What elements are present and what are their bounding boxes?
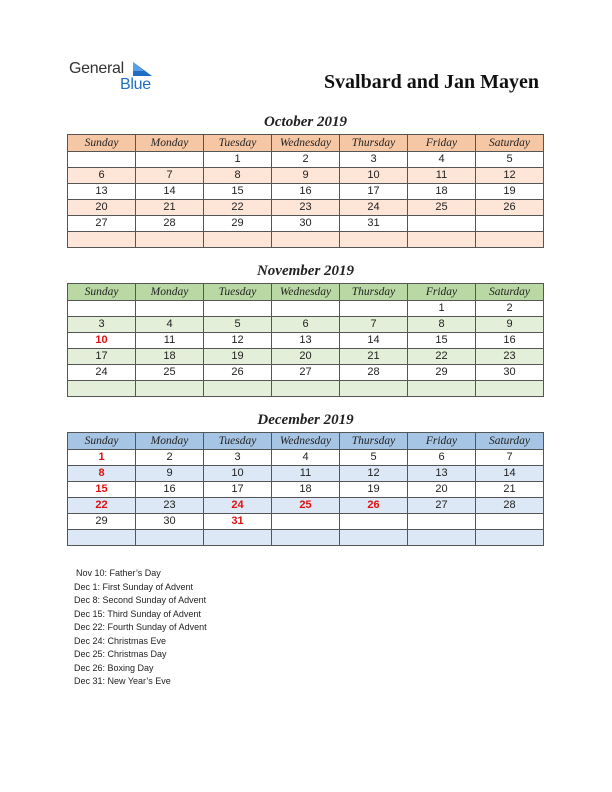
day-cell: 26 — [476, 200, 544, 216]
week-row — [68, 152, 544, 168]
day-cell: 5 — [204, 317, 272, 333]
holiday-note: Dec 1: First Sunday of Advent — [74, 581, 194, 592]
day-cell: 25 — [272, 498, 340, 514]
day-cell: 29 — [68, 514, 136, 530]
day-cell: 2 — [272, 152, 340, 168]
empty-day-cell — [476, 514, 544, 530]
weekday-header: Friday — [408, 135, 476, 152]
month-title: December 2019 — [257, 412, 354, 428]
week-row — [68, 168, 544, 184]
day-cell: 8 — [68, 466, 136, 482]
empty-day-cell — [204, 232, 272, 248]
day-cell: 4 — [272, 450, 340, 466]
day-cell: 24 — [340, 200, 408, 216]
week-row — [68, 200, 544, 216]
empty-day-cell — [68, 381, 136, 397]
weekday-header: Saturday — [476, 135, 544, 152]
day-cell: 27 — [68, 216, 136, 232]
holiday-note: Dec 26: Boxing Day — [74, 662, 154, 673]
day-cell: 19 — [340, 482, 408, 498]
weekday-header: Monday — [136, 284, 204, 301]
day-cell: 1 — [204, 152, 272, 168]
week-row — [68, 530, 544, 546]
empty-day-cell — [272, 530, 340, 546]
empty-day-cell — [272, 301, 340, 317]
day-cell: 28 — [476, 498, 544, 514]
day-cell: 19 — [204, 349, 272, 365]
weekday-header: Thursday — [340, 135, 408, 152]
day-cell: 28 — [136, 216, 204, 232]
empty-day-cell — [340, 530, 408, 546]
empty-day-cell — [340, 381, 408, 397]
day-cell: 13 — [272, 333, 340, 349]
empty-day-cell — [204, 301, 272, 317]
day-cell: 26 — [204, 365, 272, 381]
day-cell: 27 — [272, 365, 340, 381]
week-row — [68, 482, 544, 498]
day-cell: 13 — [68, 184, 136, 200]
empty-day-cell — [476, 216, 544, 232]
day-cell: 11 — [136, 333, 204, 349]
day-cell: 6 — [408, 450, 476, 466]
day-cell: 6 — [272, 317, 340, 333]
day-cell: 10 — [68, 333, 136, 349]
holiday-note: Dec 15: Third Sunday of Advent — [74, 608, 201, 619]
day-cell: 3 — [340, 152, 408, 168]
day-cell: 6 — [68, 168, 136, 184]
day-cell: 14 — [340, 333, 408, 349]
day-cell: 13 — [408, 466, 476, 482]
day-cell: 22 — [68, 498, 136, 514]
day-cell: 15 — [68, 482, 136, 498]
day-cell: 24 — [204, 498, 272, 514]
holiday-note: Dec 8: Second Sunday of Advent — [74, 595, 207, 605]
day-cell: 31 — [204, 514, 272, 530]
day-cell: 21 — [136, 200, 204, 216]
weekday-header: Thursday — [340, 284, 408, 301]
day-cell: 16 — [476, 333, 544, 349]
day-cell: 17 — [340, 184, 408, 200]
empty-day-cell — [136, 530, 204, 546]
weekday-header: Wednesday — [272, 433, 340, 450]
empty-day-cell — [136, 301, 204, 317]
empty-day-cell — [136, 381, 204, 397]
empty-day-cell — [408, 514, 476, 530]
weekday-header: Wednesday — [272, 284, 340, 301]
day-cell: 30 — [476, 365, 544, 381]
day-cell: 2 — [136, 450, 204, 466]
month-december — [67, 410, 544, 546]
day-cell: 30 — [272, 216, 340, 232]
weekday-header-row — [68, 284, 544, 301]
day-cell: 31 — [340, 216, 408, 232]
day-cell: 28 — [340, 365, 408, 381]
day-cell: 25 — [136, 365, 204, 381]
empty-day-cell — [408, 232, 476, 248]
day-cell: 11 — [408, 168, 476, 184]
day-cell: 9 — [272, 168, 340, 184]
weekday-header: Monday — [136, 433, 204, 450]
weekday-header: Sunday — [68, 135, 136, 152]
logo-flag-icon — [133, 62, 153, 76]
empty-day-cell — [476, 232, 544, 248]
day-cell: 14 — [476, 466, 544, 482]
weekday-header: Friday — [408, 433, 476, 450]
day-cell: 25 — [408, 200, 476, 216]
day-cell: 15 — [204, 184, 272, 200]
empty-day-cell — [204, 381, 272, 397]
day-cell: 5 — [340, 450, 408, 466]
day-cell: 20 — [272, 349, 340, 365]
day-cell: 21 — [340, 349, 408, 365]
week-row — [68, 498, 544, 514]
empty-day-cell — [272, 514, 340, 530]
month-november — [67, 261, 544, 397]
week-row — [68, 301, 544, 317]
day-cell: 12 — [476, 168, 544, 184]
day-cell: 8 — [408, 317, 476, 333]
empty-day-cell — [204, 530, 272, 546]
day-cell: 2 — [476, 301, 544, 317]
day-cell: 12 — [340, 466, 408, 482]
month-title: October 2019 — [264, 114, 347, 130]
empty-day-cell — [68, 301, 136, 317]
day-cell: 14 — [136, 184, 204, 200]
calendar-table — [67, 134, 544, 248]
empty-day-cell — [68, 232, 136, 248]
day-cell: 11 — [272, 466, 340, 482]
day-cell: 5 — [476, 152, 544, 168]
week-row — [68, 349, 544, 365]
day-cell: 12 — [204, 333, 272, 349]
day-cell: 4 — [408, 152, 476, 168]
weekday-header: Sunday — [68, 284, 136, 301]
logo — [69, 60, 164, 98]
week-row — [68, 381, 544, 397]
empty-day-cell — [408, 530, 476, 546]
week-row — [68, 514, 544, 530]
month-title: November 2019 — [256, 263, 355, 279]
empty-day-cell — [272, 232, 340, 248]
day-cell: 22 — [204, 200, 272, 216]
week-row — [68, 450, 544, 466]
week-row — [68, 333, 544, 349]
day-cell: 3 — [204, 450, 272, 466]
day-cell: 7 — [340, 317, 408, 333]
empty-day-cell — [68, 152, 136, 168]
weekday-header: Sunday — [68, 433, 136, 450]
day-cell: 18 — [408, 184, 476, 200]
day-cell: 15 — [408, 333, 476, 349]
weekday-header: Friday — [408, 284, 476, 301]
day-cell: 23 — [136, 498, 204, 514]
day-cell: 17 — [204, 482, 272, 498]
day-cell: 23 — [476, 349, 544, 365]
weekday-header-row — [68, 433, 544, 450]
region-title: Svalbard and Jan Mayen — [323, 71, 539, 93]
weekday-header: Wednesday — [272, 135, 340, 152]
weekday-header-row — [68, 135, 544, 152]
day-cell: 16 — [272, 184, 340, 200]
week-row — [68, 466, 544, 482]
empty-day-cell — [340, 232, 408, 248]
day-cell: 30 — [136, 514, 204, 530]
day-cell: 1 — [68, 450, 136, 466]
month-october — [67, 112, 544, 248]
week-row — [68, 317, 544, 333]
empty-day-cell — [68, 530, 136, 546]
day-cell: 17 — [68, 349, 136, 365]
day-cell: 21 — [476, 482, 544, 498]
calendar-table — [67, 432, 544, 546]
holiday-note: Dec 31: New Year’s Eve — [74, 676, 171, 686]
holiday-note: Nov 10: Father’s Day — [76, 568, 161, 578]
empty-day-cell — [408, 216, 476, 232]
day-cell: 9 — [476, 317, 544, 333]
day-cell: 8 — [204, 168, 272, 184]
empty-day-cell — [408, 381, 476, 397]
holiday-note: Dec 24: Christmas Eve — [74, 635, 167, 646]
empty-day-cell — [476, 530, 544, 546]
day-cell: 16 — [136, 482, 204, 498]
day-cell: 26 — [340, 498, 408, 514]
day-cell: 10 — [204, 466, 272, 482]
empty-day-cell — [136, 152, 204, 168]
week-row — [68, 184, 544, 200]
week-row — [68, 232, 544, 248]
weekday-header: Saturday — [476, 433, 544, 450]
day-cell: 22 — [408, 349, 476, 365]
holiday-note: Dec 22: Fourth Sunday of Advent — [74, 622, 207, 632]
day-cell: 18 — [272, 482, 340, 498]
day-cell: 20 — [68, 200, 136, 216]
weekday-header: Saturday — [476, 284, 544, 301]
calendar-table — [67, 283, 544, 397]
day-cell: 18 — [136, 349, 204, 365]
empty-day-cell — [136, 232, 204, 248]
empty-day-cell — [340, 301, 408, 317]
weekday-header: Thursday — [340, 433, 408, 450]
weekday-header: Tuesday — [204, 284, 272, 301]
holiday-notes — [74, 567, 207, 689]
day-cell: 29 — [204, 216, 272, 232]
weekday-header: Tuesday — [204, 135, 272, 152]
day-cell: 24 — [68, 365, 136, 381]
weekday-header: Tuesday — [204, 433, 272, 450]
day-cell: 19 — [476, 184, 544, 200]
week-row — [68, 216, 544, 232]
day-cell: 29 — [408, 365, 476, 381]
week-row — [68, 365, 544, 381]
holiday-note: Dec 25: Christmas Day — [74, 649, 167, 659]
day-cell: 3 — [68, 317, 136, 333]
day-cell: 23 — [272, 200, 340, 216]
day-cell: 10 — [340, 168, 408, 184]
empty-day-cell — [476, 381, 544, 397]
day-cell: 7 — [476, 450, 544, 466]
day-cell: 7 — [136, 168, 204, 184]
weekday-header: Monday — [136, 135, 204, 152]
logo-blue-text: Blue — [120, 76, 151, 93]
logo-general-text: General — [69, 60, 124, 77]
day-cell: 27 — [408, 498, 476, 514]
empty-day-cell — [272, 381, 340, 397]
day-cell: 1 — [408, 301, 476, 317]
day-cell: 4 — [136, 317, 204, 333]
empty-day-cell — [340, 514, 408, 530]
day-cell: 20 — [408, 482, 476, 498]
day-cell: 9 — [136, 466, 204, 482]
